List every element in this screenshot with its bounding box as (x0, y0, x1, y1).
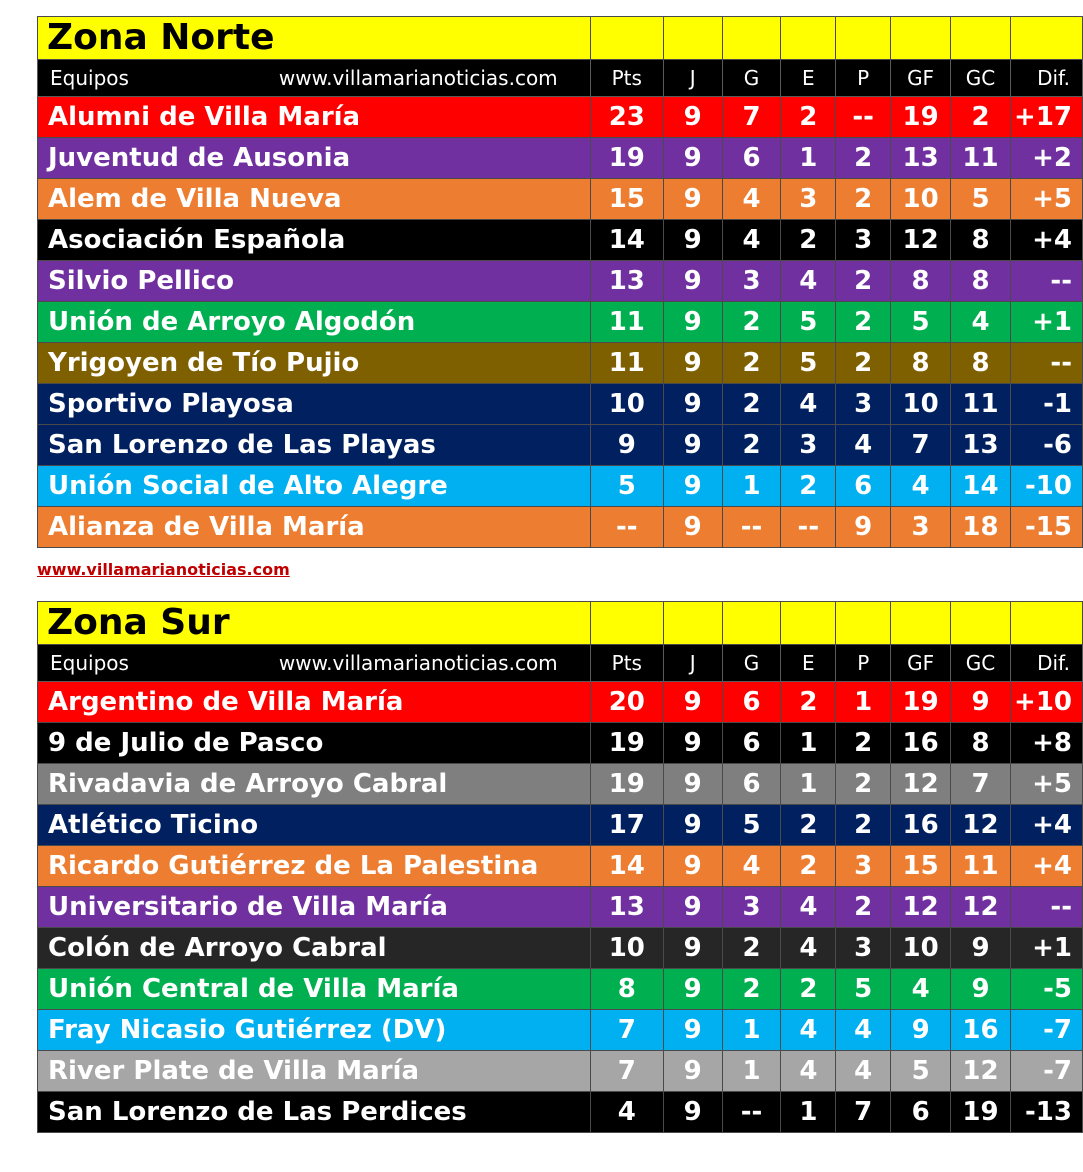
stat-gf: 19 (891, 682, 951, 723)
team-name: Rivadavia de Arroyo Cabral (38, 764, 591, 805)
stat-pts: 23 (590, 97, 663, 138)
stat-dif: -6 (1010, 425, 1082, 466)
stat-gf: 10 (891, 928, 951, 969)
stat-dif: +1 (1010, 302, 1082, 343)
team-name: Unión Social de Alto Alegre (38, 466, 591, 507)
stat-e: 3 (781, 179, 836, 220)
stat-pts: 7 (590, 1051, 663, 1092)
table-row (38, 1092, 1083, 1133)
table-row (38, 1010, 1083, 1051)
stat-dif: +4 (1010, 805, 1082, 846)
stat-gc: 9 (951, 928, 1011, 969)
stat-g: 2 (722, 928, 781, 969)
stat-e: 1 (781, 1092, 836, 1133)
stat-gf: 8 (891, 261, 951, 302)
stat-p: 2 (836, 887, 891, 928)
stat-pts: 19 (590, 138, 663, 179)
column-header-e: E (781, 60, 836, 97)
stat-p: 2 (836, 138, 891, 179)
stat-p: 2 (836, 805, 891, 846)
stat-e: 3 (781, 425, 836, 466)
stat-gf: 4 (891, 969, 951, 1010)
stat-e: -- (781, 507, 836, 548)
stat-pts: 15 (590, 179, 663, 220)
stat-gf: 8 (891, 343, 951, 384)
stat-dif: -- (1010, 343, 1082, 384)
stat-j: 9 (663, 425, 722, 466)
stat-p: 4 (836, 1010, 891, 1051)
team-name: Silvio Pellico (38, 261, 591, 302)
stat-dif: -5 (1010, 969, 1082, 1010)
stat-gc: 4 (951, 302, 1011, 343)
stat-dif: +10 (1010, 682, 1082, 723)
stat-gc: 9 (951, 682, 1011, 723)
table-row (38, 343, 1083, 384)
stat-j: 9 (663, 1092, 722, 1133)
stat-p: 2 (836, 302, 891, 343)
team-name: Alem de Villa Nueva (38, 179, 591, 220)
source-link[interactable]: www.villamarianoticias.com (37, 560, 290, 579)
table-row (38, 723, 1083, 764)
stat-gf: 12 (891, 220, 951, 261)
table-row (38, 138, 1083, 179)
stat-gc: 7 (951, 764, 1011, 805)
team-name: Fray Nicasio Gutiérrez (DV) (38, 1010, 591, 1051)
stat-e: 2 (781, 805, 836, 846)
table-row (38, 969, 1083, 1010)
stat-p: 2 (836, 261, 891, 302)
zone-title-row (38, 17, 1083, 60)
stat-gf: 19 (891, 97, 951, 138)
stat-gc: 5 (951, 179, 1011, 220)
stat-j: 9 (663, 928, 722, 969)
stat-p: 3 (836, 928, 891, 969)
stat-j: 9 (663, 1051, 722, 1092)
team-name: Sportivo Playosa (38, 384, 591, 425)
team-name: Universitario de Villa María (38, 887, 591, 928)
stat-gc: 11 (951, 384, 1011, 425)
stat-e: 4 (781, 1010, 836, 1051)
stat-g: 4 (722, 220, 781, 261)
table-row (38, 179, 1083, 220)
stat-gc: 12 (951, 887, 1011, 928)
stat-dif: +4 (1010, 220, 1082, 261)
stat-p: 9 (836, 507, 891, 548)
stat-pts: 14 (590, 220, 663, 261)
stat-pts: 10 (590, 384, 663, 425)
stat-g: 6 (722, 138, 781, 179)
stat-dif: +5 (1010, 764, 1082, 805)
team-name: Yrigoyen de Tío Pujio (38, 343, 591, 384)
stat-e: 2 (781, 97, 836, 138)
stat-gc: 11 (951, 138, 1011, 179)
table-row (38, 764, 1083, 805)
teams-column-header (38, 60, 591, 97)
stat-dif: -13 (1010, 1092, 1082, 1133)
stat-g: 7 (722, 97, 781, 138)
zona-sur-table (37, 601, 1083, 1133)
table-row (38, 805, 1083, 846)
stat-gc: 18 (951, 507, 1011, 548)
stat-g: 6 (722, 723, 781, 764)
stat-p: 4 (836, 425, 891, 466)
stat-dif: -10 (1010, 466, 1082, 507)
stat-dif: -1 (1010, 384, 1082, 425)
stat-e: 4 (781, 1051, 836, 1092)
stat-gc: 19 (951, 1092, 1011, 1133)
stat-j: 9 (663, 179, 722, 220)
stat-pts: 14 (590, 846, 663, 887)
stat-p: 3 (836, 846, 891, 887)
team-name: Alumni de Villa María (38, 97, 591, 138)
team-name: Atlético Ticino (38, 805, 591, 846)
column-header-g: G (722, 645, 781, 682)
column-header-gc: GC (951, 60, 1011, 97)
table-row (38, 384, 1083, 425)
zona-norte-table (37, 16, 1083, 548)
zone-title-row (38, 602, 1083, 645)
stat-j: 9 (663, 507, 722, 548)
stat-p: 6 (836, 466, 891, 507)
stat-gc: 8 (951, 261, 1011, 302)
team-name: Juventud de Ausonia (38, 138, 591, 179)
column-header-p: P (836, 60, 891, 97)
column-header-gf: GF (891, 645, 951, 682)
table-row (38, 302, 1083, 343)
stat-e: 1 (781, 138, 836, 179)
stat-g: 6 (722, 682, 781, 723)
stat-j: 9 (663, 805, 722, 846)
stat-pts: 20 (590, 682, 663, 723)
stat-e: 4 (781, 384, 836, 425)
stat-gf: 16 (891, 805, 951, 846)
stat-gf: 15 (891, 846, 951, 887)
stat-gf: 3 (891, 507, 951, 548)
stat-dif: +1 (1010, 928, 1082, 969)
column-header-j: J (663, 60, 722, 97)
teams-header-label: Equipos (50, 66, 129, 90)
stat-g: 1 (722, 1051, 781, 1092)
stat-j: 9 (663, 846, 722, 887)
stat-gc: 2 (951, 97, 1011, 138)
stat-gf: 16 (891, 723, 951, 764)
stat-g: 1 (722, 1010, 781, 1051)
stat-gc: 16 (951, 1010, 1011, 1051)
stat-pts: 13 (590, 887, 663, 928)
stat-g: 1 (722, 466, 781, 507)
stat-j: 9 (663, 723, 722, 764)
stat-gc: 11 (951, 846, 1011, 887)
table-row (38, 682, 1083, 723)
stat-pts: 10 (590, 928, 663, 969)
stat-gf: 6 (891, 1092, 951, 1133)
stat-j: 9 (663, 261, 722, 302)
column-header-e: E (781, 645, 836, 682)
stat-dif: +5 (1010, 179, 1082, 220)
table-row (38, 928, 1083, 969)
team-name: Ricardo Gutiérrez de La Palestina (38, 846, 591, 887)
stat-j: 9 (663, 682, 722, 723)
stat-g: -- (722, 1092, 781, 1133)
stat-pts: 5 (590, 466, 663, 507)
stat-gc: 12 (951, 1051, 1011, 1092)
stat-pts: 17 (590, 805, 663, 846)
stat-j: 9 (663, 1010, 722, 1051)
column-header-p: P (836, 645, 891, 682)
stat-g: 4 (722, 179, 781, 220)
column-header-row (38, 645, 1083, 682)
stat-g: 3 (722, 261, 781, 302)
stat-p: -- (836, 97, 891, 138)
stat-p: 2 (836, 179, 891, 220)
stat-e: 2 (781, 846, 836, 887)
stat-j: 9 (663, 138, 722, 179)
table-row (38, 261, 1083, 302)
team-name: Unión Central de Villa María (38, 969, 591, 1010)
column-header-j: J (663, 645, 722, 682)
stat-dif: +2 (1010, 138, 1082, 179)
stat-pts: 4 (590, 1092, 663, 1133)
stat-dif: -15 (1010, 507, 1082, 548)
stat-p: 7 (836, 1092, 891, 1133)
zone-title: Zona Norte (38, 17, 591, 60)
stat-gf: 9 (891, 1010, 951, 1051)
stat-p: 4 (836, 1051, 891, 1092)
stat-dif: -7 (1010, 1051, 1082, 1092)
teams-header-label: Equipos (50, 651, 129, 675)
stat-gf: 12 (891, 764, 951, 805)
stat-e: 2 (781, 969, 836, 1010)
stat-gf: 10 (891, 179, 951, 220)
table-row (38, 1051, 1083, 1092)
column-header-gc: GC (951, 645, 1011, 682)
table-row (38, 425, 1083, 466)
stat-gf: 10 (891, 384, 951, 425)
stat-e: 1 (781, 764, 836, 805)
stat-e: 2 (781, 220, 836, 261)
stat-dif: +4 (1010, 846, 1082, 887)
table-row (38, 846, 1083, 887)
stat-j: 9 (663, 302, 722, 343)
stat-dif: -- (1010, 887, 1082, 928)
team-name: San Lorenzo de Las Perdices (38, 1092, 591, 1133)
stat-g: 2 (722, 302, 781, 343)
team-name: Asociación Española (38, 220, 591, 261)
column-header-g: G (722, 60, 781, 97)
stat-gc: 14 (951, 466, 1011, 507)
stat-e: 4 (781, 261, 836, 302)
column-header-pts: Pts (590, 60, 663, 97)
column-header-dif: Dif. (1010, 645, 1082, 682)
stat-e: 5 (781, 343, 836, 384)
column-header-gf: GF (891, 60, 951, 97)
table-row (38, 220, 1083, 261)
stat-gc: 13 (951, 425, 1011, 466)
stat-j: 9 (663, 764, 722, 805)
stat-gf: 5 (891, 302, 951, 343)
column-header-row (38, 60, 1083, 97)
stat-pts: -- (590, 507, 663, 548)
stat-pts: 11 (590, 343, 663, 384)
stat-pts: 11 (590, 302, 663, 343)
team-name: Colón de Arroyo Cabral (38, 928, 591, 969)
column-header-dif: Dif. (1010, 60, 1082, 97)
zone-title: Zona Sur (38, 602, 591, 645)
stat-dif: -7 (1010, 1010, 1082, 1051)
stat-pts: 7 (590, 1010, 663, 1051)
stat-e: 4 (781, 928, 836, 969)
stat-j: 9 (663, 220, 722, 261)
stat-j: 9 (663, 97, 722, 138)
stat-p: 2 (836, 764, 891, 805)
team-name: San Lorenzo de Las Playas (38, 425, 591, 466)
stat-gf: 5 (891, 1051, 951, 1092)
stat-p: 3 (836, 220, 891, 261)
stat-gf: 7 (891, 425, 951, 466)
stat-pts: 9 (590, 425, 663, 466)
stat-g: 2 (722, 343, 781, 384)
stat-g: -- (722, 507, 781, 548)
stat-j: 9 (663, 969, 722, 1010)
stat-j: 9 (663, 384, 722, 425)
site-label: www.villamarianoticias.com (278, 66, 558, 90)
stat-pts: 13 (590, 261, 663, 302)
stat-g: 4 (722, 846, 781, 887)
stat-g: 6 (722, 764, 781, 805)
table-row (38, 466, 1083, 507)
stat-e: 5 (781, 302, 836, 343)
stat-g: 2 (722, 425, 781, 466)
stat-p: 1 (836, 682, 891, 723)
stat-gc: 9 (951, 969, 1011, 1010)
stat-e: 2 (781, 682, 836, 723)
stat-p: 3 (836, 384, 891, 425)
team-name: Alianza de Villa María (38, 507, 591, 548)
stat-pts: 8 (590, 969, 663, 1010)
stat-gf: 4 (891, 466, 951, 507)
table-row (38, 97, 1083, 138)
stat-g: 2 (722, 384, 781, 425)
team-name: River Plate de Villa María (38, 1051, 591, 1092)
team-name: 9 de Julio de Pasco (38, 723, 591, 764)
stat-pts: 19 (590, 723, 663, 764)
stat-gc: 12 (951, 805, 1011, 846)
team-name: Argentino de Villa María (38, 682, 591, 723)
stat-e: 4 (781, 887, 836, 928)
team-name: Unión de Arroyo Algodón (38, 302, 591, 343)
stat-gf: 13 (891, 138, 951, 179)
stat-gc: 8 (951, 220, 1011, 261)
stat-g: 2 (722, 969, 781, 1010)
stat-j: 9 (663, 343, 722, 384)
stat-gc: 8 (951, 343, 1011, 384)
stat-j: 9 (663, 887, 722, 928)
stat-dif: -- (1010, 261, 1082, 302)
stat-g: 5 (722, 805, 781, 846)
stat-j: 9 (663, 466, 722, 507)
stat-e: 1 (781, 723, 836, 764)
stat-g: 3 (722, 887, 781, 928)
stat-p: 5 (836, 969, 891, 1010)
stat-p: 2 (836, 343, 891, 384)
stat-dif: +8 (1010, 723, 1082, 764)
stat-gf: 12 (891, 887, 951, 928)
site-label: www.villamarianoticias.com (278, 651, 558, 675)
table-row (38, 887, 1083, 928)
stat-pts: 19 (590, 764, 663, 805)
stat-gc: 8 (951, 723, 1011, 764)
stat-p: 2 (836, 723, 891, 764)
stat-dif: +17 (1010, 97, 1082, 138)
column-header-pts: Pts (590, 645, 663, 682)
teams-column-header (38, 645, 591, 682)
table-row (38, 507, 1083, 548)
stat-e: 2 (781, 466, 836, 507)
